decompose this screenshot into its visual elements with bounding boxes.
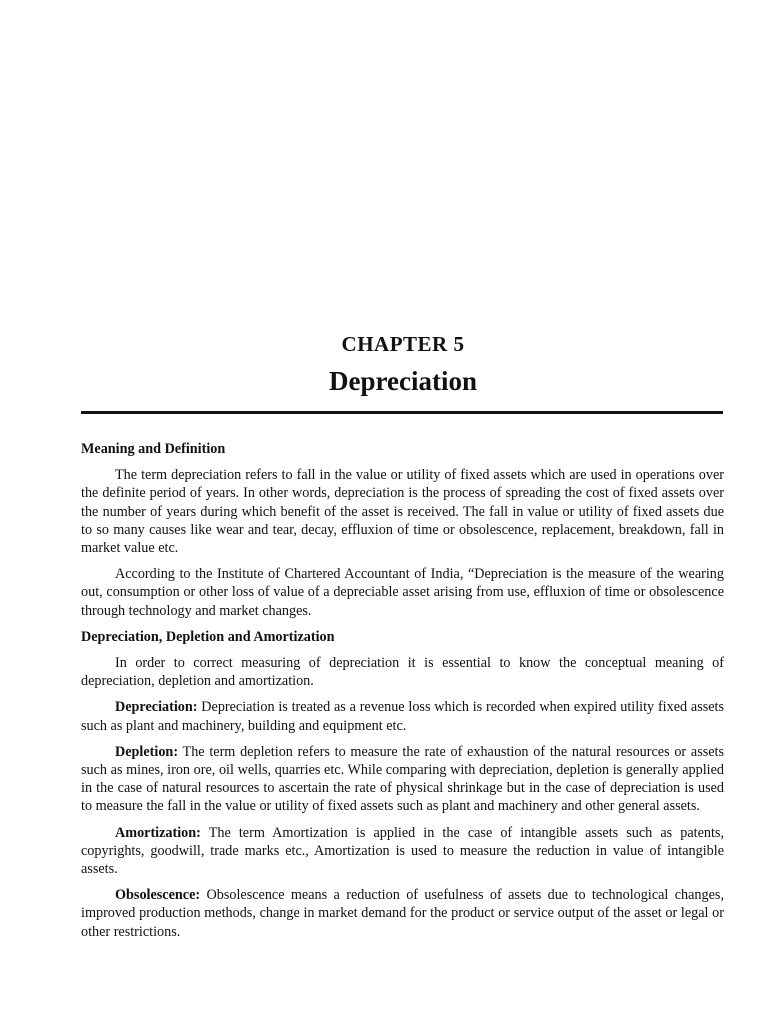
- title-rule: [81, 411, 723, 414]
- chapter-title: Depreciation: [329, 366, 477, 396]
- definition-depletion: The term depletion refers to measure the rate of exhaustion of the natural resources or assets such as mines, iron ore, oil wells, quarries etc. While comparing with depreciation, depletion is generally applied in the case of natural resources to ascertain the rate of physical shrinkage but in the case of depreciation is used to measure the fall in the value or utility of fixed assets such as plant and machinery and other general assets.: [81, 743, 724, 815]
- definition-depreciation: Depreciation is treated as a revenue loss which is recorded when expired utility fixed assets such as plant and machinery, building and equipment etc.: [81, 699, 724, 734]
- paragraph-obsolescence: [81, 886, 724, 941]
- chapter-body: [81, 440, 724, 949]
- section-heading-meaning: Meaning and Definition: [81, 441, 226, 457]
- paragraph-meaning-1: The term depreciation refers to fall in the value or utility of fixed assets which are used in operations over the definite period of years. In other words, depreciation is the process of spreading the cost of fixed assets over the number of years during which benefit of the asset is received. The fall in value or utility of fixed assets due to so many causes like wear and tear, decay, effluxion of time or obsolescence, replacement, breakdown, fall in market value etc.: [81, 467, 724, 557]
- paragraph-meaning-2: According to the Institute of Chartered Accountant of India, “Depreciation is the measure of the wearing out, consumption or other loss of value of a depreciable asset arising from use, effluxion of time or obsolescence through technology and market changes.: [81, 566, 724, 619]
- term-obsolescence: Obsolescence:: [115, 887, 201, 904]
- paragraph-depletion-intro: In order to correct measuring of depreciation it is essential to know the conceptual meaning of depreciation, depletion and amortization.: [81, 655, 724, 690]
- section-heading-depletion: Depreciation, Depletion and Amortization: [81, 628, 335, 645]
- term-depreciation: Depreciation:: [115, 699, 198, 716]
- term-amortization: Amortization:: [115, 824, 201, 841]
- definition-obsolescence: Obsolescence means a reduction of usefulness of assets due to technological changes, improved production methods, change in market demand for the product or service output of the asset or legal or other restrictions.: [81, 887, 724, 940]
- paragraph-depletion: [81, 743, 724, 816]
- paragraph-amortization: [81, 824, 724, 879]
- paragraph-depreciation: [81, 698, 724, 734]
- term-depletion: Depletion:: [115, 743, 179, 760]
- definition-amortization: The term Amortization is applied in the case of intangible assets such as patents, copyrights, goodwill, trade marks etc., Amortization is used to measure the reduction in value of intangible assets.: [81, 824, 724, 878]
- chapter-number: CHAPTER 5: [341, 332, 465, 356]
